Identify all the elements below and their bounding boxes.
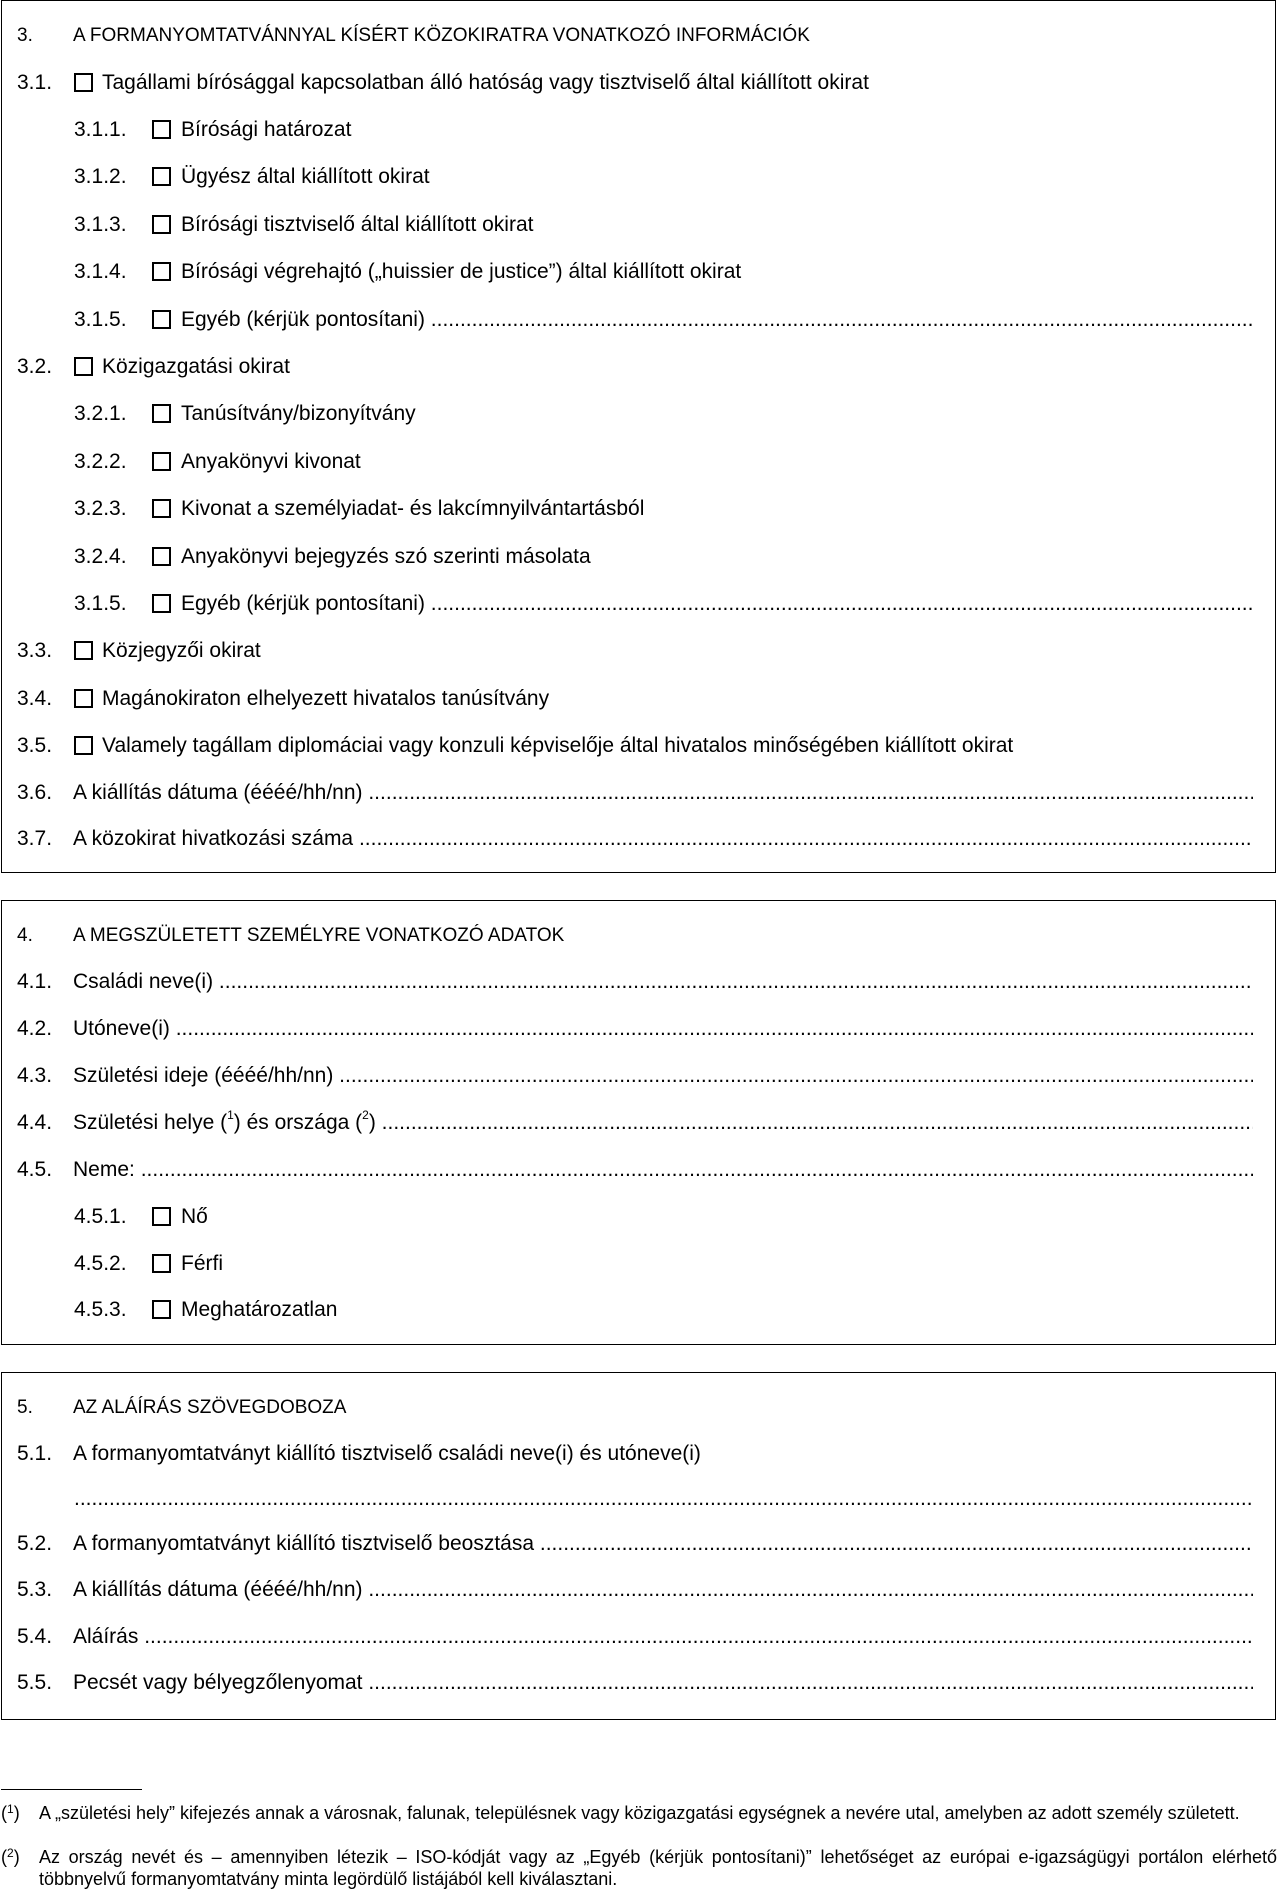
item-label[interactable]: Születési helye ($^1$) és országa ($^2$) ..... bbox=[73, 1108, 1253, 1138]
item-3-2 bbox=[2, 352, 1275, 382]
item-label: Bírósági végrehajtó („huissier de justice”) által kiállított okirat bbox=[181, 260, 742, 283]
section-title: A FORMANYOMTATVÁNNYAL KÍSÉRT KÖZOKIRATRA VONATKOZÓ INFORMÁCIÓK bbox=[73, 25, 810, 46]
checkbox[interactable] bbox=[152, 1254, 171, 1273]
checkbox[interactable] bbox=[74, 641, 93, 660]
checkbox[interactable] bbox=[152, 262, 171, 281]
item-label: Ügyész által kiállított okirat bbox=[181, 165, 430, 188]
section-number: 5. bbox=[17, 1397, 33, 1418]
item-number: 5.4. bbox=[17, 1625, 53, 1648]
item-number: 3.3. bbox=[17, 639, 53, 662]
footnote-mark: ($^1$) bbox=[1, 1802, 20, 1823]
item-4-5-2 bbox=[2, 1249, 1275, 1279]
item-3-1-1 bbox=[2, 115, 1275, 145]
item-label: Meghatározatlan bbox=[181, 1298, 338, 1321]
item-3-1 bbox=[2, 68, 1275, 98]
item-3-2-4 bbox=[2, 542, 1275, 572]
checkbox[interactable] bbox=[74, 357, 93, 376]
footnote-mark: ($^2$) bbox=[1, 1846, 20, 1867]
item-3-2-5 bbox=[2, 589, 1275, 619]
item-3-6 bbox=[2, 778, 1275, 808]
item-number: 3.1.5. bbox=[74, 592, 127, 615]
item-3-1-2 bbox=[2, 162, 1275, 192]
item-3-2-3 bbox=[2, 494, 1275, 524]
item-label[interactable]: Egyéb (kérjük pontosítani) ..... bbox=[181, 589, 1253, 619]
item-3-2-1 bbox=[2, 399, 1275, 429]
section-number: 4. bbox=[17, 925, 33, 946]
item-number: 4.1. bbox=[17, 970, 53, 993]
item-4-5-3 bbox=[2, 1295, 1275, 1325]
item-label[interactable]: A kiállítás dátuma (éééé/hh/nn) ..... bbox=[73, 778, 1253, 808]
item-number: 5.1. bbox=[17, 1442, 53, 1465]
item-label: Magánokiraton elhelyezett hivatalos tanúsítvány bbox=[102, 687, 550, 710]
item-number: 4.5.3. bbox=[74, 1298, 127, 1321]
footnote-text: Az ország nevét és – amennyiben létezik – ISO-kódját vagy az „Egyéb (kérjük pontosítani)” lehetőséget az európai e-igazságügyi portálon elérhető többnyelvű formanyomtatvány minta legördülő listájából kell kiválasztani. bbox=[39, 1847, 1277, 1889]
item-label[interactable]: Pecsét vagy bélyegzőlenyomat ..... bbox=[73, 1668, 1253, 1698]
checkbox[interactable] bbox=[152, 1300, 171, 1319]
item-number: 4.2. bbox=[17, 1017, 53, 1040]
item-3-2-2 bbox=[2, 447, 1275, 477]
checkbox[interactable] bbox=[152, 310, 171, 329]
footnote-separator bbox=[1, 1789, 142, 1790]
item-number: 3.2. bbox=[17, 355, 53, 378]
item-label: Közigazgatási okirat bbox=[102, 355, 290, 378]
item-label[interactable]: Neme: ..... bbox=[73, 1155, 1253, 1185]
section-title: A MEGSZÜLETETT SZEMÉLYRE VONATKOZÓ ADATOK bbox=[73, 925, 565, 946]
item-4-5 bbox=[2, 1155, 1275, 1185]
item-4-1 bbox=[2, 967, 1275, 997]
checkbox[interactable] bbox=[152, 499, 171, 518]
item-label: Nő bbox=[181, 1205, 208, 1228]
item-number: 4.4. bbox=[17, 1111, 53, 1134]
item-label: Bírósági tisztviselő által kiállított okirat bbox=[181, 213, 534, 236]
item-number: 5.2. bbox=[17, 1532, 53, 1555]
item-label: Anyakönyvi kivonat bbox=[181, 450, 361, 473]
item-4-4 bbox=[2, 1108, 1275, 1138]
section-5-box bbox=[1, 1372, 1276, 1720]
item-number: 3.7. bbox=[17, 827, 53, 850]
checkbox[interactable] bbox=[74, 736, 93, 755]
item-number: 3.2.2. bbox=[74, 450, 127, 473]
item-5-5 bbox=[2, 1668, 1275, 1698]
item-label: Férfi bbox=[181, 1252, 223, 1275]
item-4-2 bbox=[2, 1014, 1275, 1044]
item-label[interactable]: Születési ideje (éééé/hh/nn) ..... bbox=[73, 1061, 1253, 1091]
checkbox[interactable] bbox=[74, 689, 93, 708]
section-3-box bbox=[1, 0, 1276, 873]
item-number: 4.5.2. bbox=[74, 1252, 127, 1275]
item-number: 3.1.1. bbox=[74, 118, 127, 141]
section-number: 3. bbox=[17, 25, 33, 46]
item-label[interactable]: A közokirat hivatkozási száma ..... bbox=[73, 824, 1253, 854]
checkbox[interactable] bbox=[152, 404, 171, 423]
item-label[interactable]: A formanyomtatványt kiállító tisztviselő beosztása ..... bbox=[73, 1529, 1253, 1559]
item-label[interactable]: Utóneve(i) ..... bbox=[73, 1014, 1253, 1044]
item-number: 3.4. bbox=[17, 687, 53, 710]
item-5-4 bbox=[2, 1622, 1275, 1652]
footnote-text: A „születési hely” kifejezés annak a városnak, falunak, településnek vagy közigazgatási egységnek a nevére utal, amelyben az adott személy született. bbox=[39, 1803, 1240, 1823]
item-4-5-1 bbox=[2, 1202, 1275, 1232]
item-number: 3.5. bbox=[17, 734, 53, 757]
item-number: 3.2.3. bbox=[74, 497, 127, 520]
footnote-2 bbox=[1, 1846, 1277, 1894]
checkbox[interactable] bbox=[152, 594, 171, 613]
item-label[interactable]: Aláírás ..... bbox=[73, 1622, 1253, 1652]
item-label: Tanúsítvány/bizonyítvány bbox=[181, 402, 416, 425]
item-5-1-fill[interactable] bbox=[2, 1484, 1275, 1514]
item-label: Tagállami bírósággal kapcsolatban álló hatóság vagy tisztviselő által kiállított okirat bbox=[102, 71, 869, 94]
item-3-3 bbox=[2, 636, 1275, 666]
item-3-1-4 bbox=[2, 257, 1275, 287]
item-3-4 bbox=[2, 684, 1275, 714]
section-4-box bbox=[1, 900, 1276, 1345]
item-number: 4.5.1. bbox=[74, 1205, 127, 1228]
section-title: AZ ALÁÍRÁS SZÖVEGDOBOZA bbox=[73, 1397, 347, 1418]
item-number: 4.3. bbox=[17, 1064, 53, 1087]
item-number: 3.1.5. bbox=[74, 308, 127, 331]
section-5-heading bbox=[2, 1393, 1275, 1423]
item-label: Közjegyzői okirat bbox=[102, 639, 261, 662]
item-label: A formanyomtatványt kiállító tisztviselő családi neve(i) és utóneve(i) bbox=[73, 1442, 701, 1465]
item-3-5 bbox=[2, 731, 1275, 761]
item-5-3 bbox=[2, 1575, 1275, 1605]
footnote-1 bbox=[1, 1802, 1277, 1846]
section-3-heading bbox=[2, 21, 1275, 51]
item-number: 5.5. bbox=[17, 1671, 53, 1694]
item-5-2 bbox=[2, 1529, 1275, 1559]
item-3-7 bbox=[2, 824, 1275, 854]
item-label[interactable]: Családi neve(i) ..... bbox=[73, 967, 1253, 997]
checkbox[interactable] bbox=[152, 120, 171, 139]
item-5-1 bbox=[2, 1439, 1275, 1469]
item-number: 3.1.4. bbox=[74, 260, 127, 283]
item-4-3 bbox=[2, 1061, 1275, 1091]
item-number: 5.3. bbox=[17, 1578, 53, 1601]
item-label[interactable]: A kiállítás dátuma (éééé/hh/nn) ..... bbox=[73, 1575, 1253, 1605]
item-3-1-5 bbox=[2, 305, 1275, 335]
item-number: 3.2.4. bbox=[74, 545, 127, 568]
checkbox[interactable] bbox=[152, 215, 171, 234]
item-label[interactable]: Egyéb (kérjük pontosítani) ..... bbox=[181, 305, 1253, 335]
checkbox[interactable] bbox=[152, 547, 171, 566]
checkbox[interactable] bbox=[152, 1207, 171, 1226]
item-label: Bírósági határozat bbox=[181, 118, 352, 141]
item-number: 4.5. bbox=[17, 1158, 53, 1181]
item-number: 3.6. bbox=[17, 781, 53, 804]
item-number: 3.1.3. bbox=[74, 213, 127, 236]
fill-line[interactable] bbox=[74, 1484, 1253, 1514]
section-4-heading bbox=[2, 921, 1275, 951]
item-number: 3.1. bbox=[17, 71, 53, 94]
item-number: 3.2.1. bbox=[74, 402, 127, 425]
checkbox[interactable] bbox=[152, 452, 171, 471]
item-label: Kivonat a személyiadat- és lakcímnyilvántartásból bbox=[181, 497, 645, 520]
checkbox[interactable] bbox=[152, 167, 171, 186]
item-number: 3.1.2. bbox=[74, 165, 127, 188]
checkbox[interactable] bbox=[74, 73, 93, 92]
item-label: Anyakönyvi bejegyzés szó szerinti másolata bbox=[181, 545, 591, 568]
item-label: Valamely tagállam diplomáciai vagy konzuli képviselője által hivatalos minőségében kiállított okirat bbox=[102, 734, 1014, 757]
item-3-1-3 bbox=[2, 210, 1275, 240]
